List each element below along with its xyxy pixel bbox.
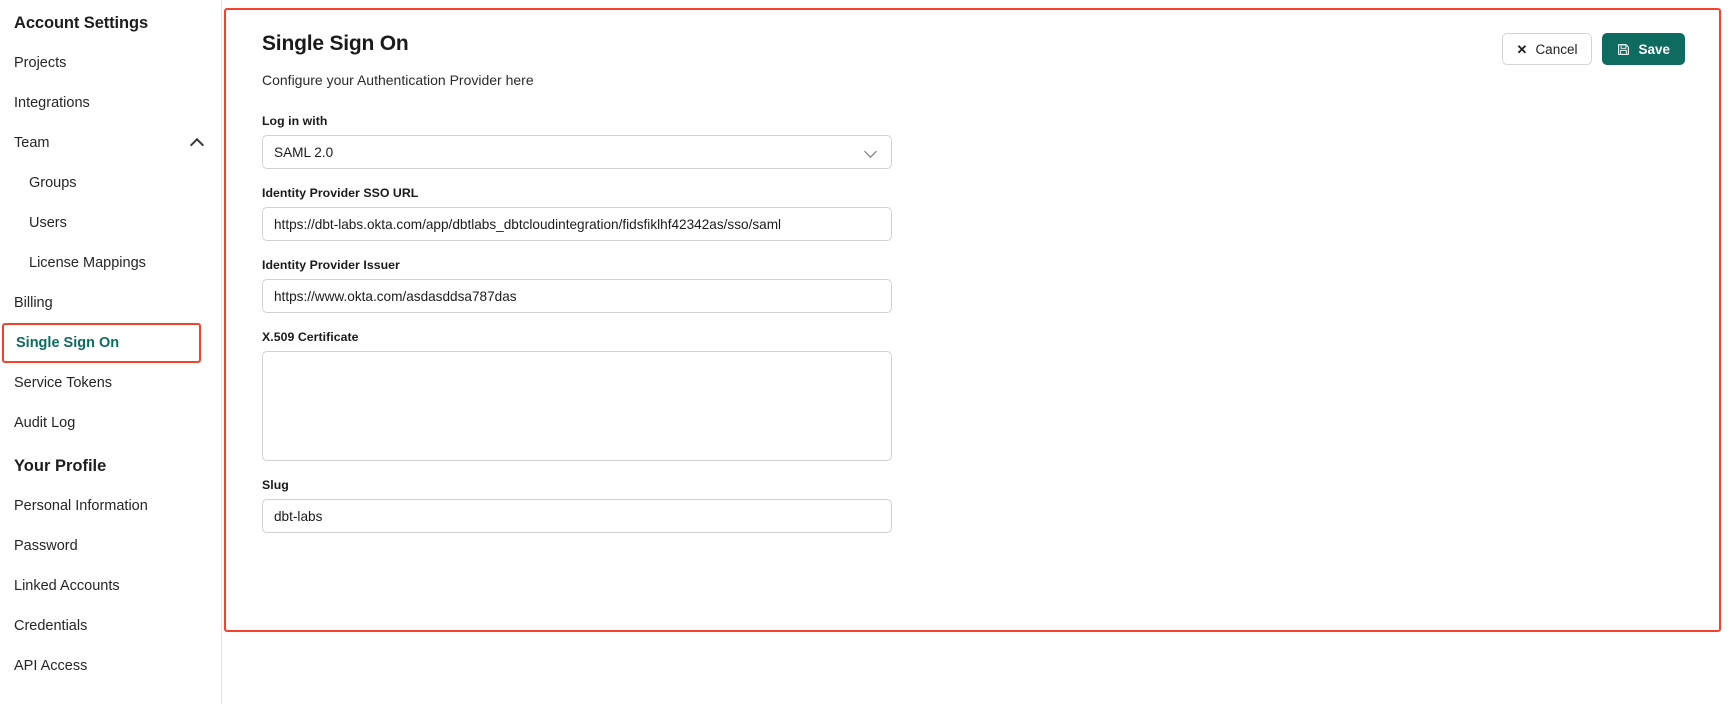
sidebar-item-linked-accounts[interactable] — [0, 566, 221, 606]
field-sso-url — [262, 186, 1685, 241]
login-with-select[interactable] — [262, 135, 892, 169]
sidebar-item-projects[interactable] — [0, 43, 221, 83]
sidebar-item-label: Personal Information — [14, 498, 148, 514]
sidebar-item-audit-log[interactable] — [0, 403, 221, 443]
sidebar-item-label: Service Tokens — [14, 375, 113, 391]
field-certificate — [262, 330, 1685, 461]
issuer-input[interactable] — [262, 279, 892, 313]
sidebar-item-personal-information[interactable] — [0, 486, 221, 526]
sidebar-item-team[interactable] — [0, 123, 221, 163]
field-issuer — [262, 258, 1685, 313]
close-icon: ✕ — [1516, 41, 1528, 57]
sidebar-item-billing[interactable] — [0, 283, 221, 323]
sso-form — [262, 114, 1685, 533]
sidebar-item-label: Groups — [29, 175, 77, 191]
sidebar — [0, 0, 222, 704]
slug-input[interactable] — [262, 499, 892, 533]
login-with-label: Log in with — [262, 114, 328, 128]
sidebar-item-api-access[interactable] — [0, 646, 221, 686]
sso-url-input[interactable] — [262, 207, 892, 241]
sidebar-item-label: License Mappings — [29, 255, 146, 271]
save-disk-icon — [1617, 43, 1630, 56]
sidebar-item-service-tokens[interactable] — [0, 363, 221, 403]
save-button[interactable] — [1602, 33, 1685, 65]
sidebar-item-label: Single Sign On — [16, 335, 120, 351]
sidebar-item-label: Linked Accounts — [14, 578, 120, 594]
certificate-textarea[interactable] — [262, 351, 892, 461]
sidebar-item-label: Audit Log — [14, 415, 76, 431]
slug-label: Slug — [262, 478, 289, 492]
sidebar-item-label: Projects — [14, 55, 67, 71]
sidebar-item-integrations[interactable] — [0, 83, 221, 123]
sidebar-item-label: Team — [14, 135, 50, 151]
panel-actions — [1502, 33, 1685, 65]
page-subtitle: Configure your Authentication Provider here — [262, 72, 534, 88]
sso-url-label: Identity Provider SSO URL — [262, 186, 419, 200]
single-sign-on-panel — [224, 8, 1721, 632]
issuer-label: Identity Provider Issuer — [262, 258, 400, 272]
sidebar-group-your-profile: Your Profile — [14, 457, 107, 475]
main-content-wrapper — [222, 0, 1733, 704]
cancel-button[interactable] — [1502, 33, 1593, 65]
sidebar-item-users[interactable] — [0, 203, 221, 243]
sidebar-item-password[interactable] — [0, 526, 221, 566]
sidebar-item-label: Password — [14, 538, 78, 554]
save-button-label: Save — [1638, 41, 1670, 57]
sidebar-item-label: API Access — [14, 658, 88, 674]
sidebar-item-label: Users — [29, 215, 67, 231]
login-with-value: SAML 2.0 — [274, 144, 334, 160]
panel-header — [262, 32, 1685, 88]
page-title: Single Sign On — [262, 32, 409, 55]
certificate-label: X.509 Certificate — [262, 330, 359, 344]
field-slug — [262, 478, 1685, 533]
sidebar-title: Account Settings — [14, 14, 149, 32]
sidebar-item-license-mappings[interactable] — [0, 243, 221, 283]
sidebar-item-credentials[interactable] — [0, 606, 221, 646]
chevron-up-icon — [191, 136, 205, 150]
sidebar-item-label: Integrations — [14, 95, 90, 111]
sidebar-item-label: Billing — [14, 295, 53, 311]
field-login-with — [262, 114, 1685, 169]
panel-heading-block — [262, 32, 534, 88]
cancel-button-label: Cancel — [1535, 41, 1578, 57]
sidebar-item-single-sign-on[interactable] — [2, 323, 201, 363]
chevron-down-icon — [866, 146, 878, 158]
sidebar-item-label: Credentials — [14, 618, 88, 634]
sidebar-item-groups[interactable] — [0, 163, 221, 203]
